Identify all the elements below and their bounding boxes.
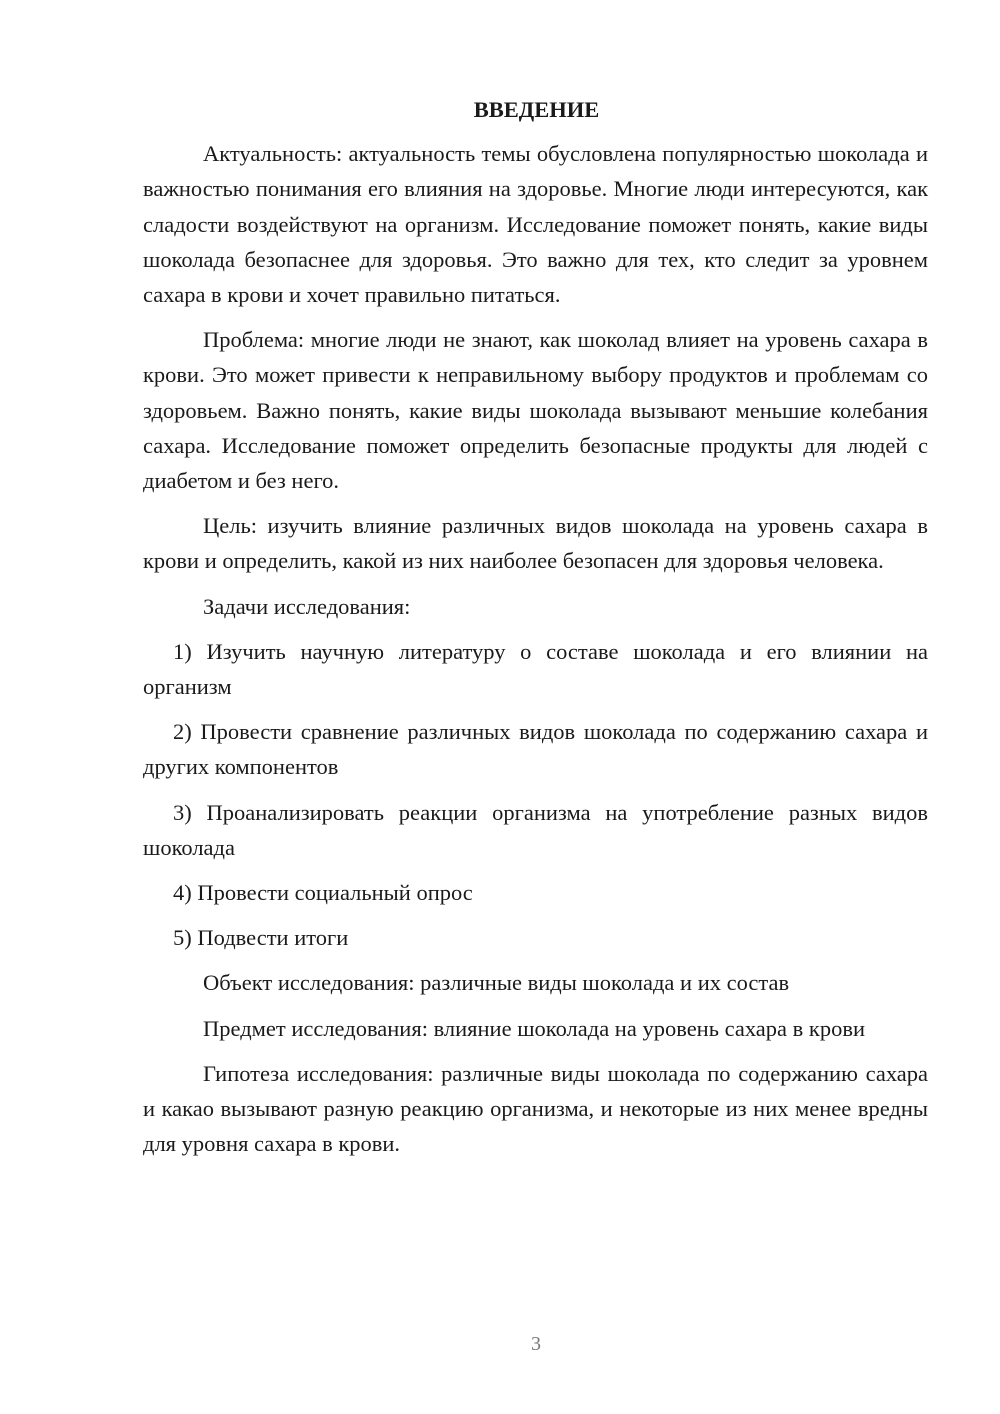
task-item-4: 4) Провести социальный опрос (173, 880, 473, 906)
paragraph-goal: Цель: изучить влияние различных видов шоколада на уровень сахара в крови и определить, какой из них наиболее безопасен для здоровья человека. (143, 513, 928, 574)
task-item-1: 1) Изучить научную литературу о составе шоколада и его влиянии на организм (143, 638, 928, 700)
paragraph-relevance: Актуальность: актуальность темы обусловлена популярностью шоколада и важностью понимания его влияния на здоровье. Многие люди интересуются, как сладости воздействуют на организм. Исследование поможет понять, какие виды шоколада безопаснее для здоровья. Это важно для тех, кто следит за уровнем сахара в крови и хочет правильно питаться. (143, 141, 928, 308)
task-item-2: 2) Провести сравнение различных видов шоколада по содержанию сахара и других компонентов (143, 719, 928, 780)
paragraph-subject: Предмет исследования: влияние шоколада на уровень сахара в крови (203, 1015, 866, 1041)
page-content (143, 92, 928, 1171)
paragraph-problem: Проблема: многие люди не знают, как шоколад влияет на уровень сахара в крови. Это может привести к неправильному выбору продуктов и проблемам со здоровьем. Важно понять, какие виды шоколада вызывают меньшие колебания сахара. Исследование поможет определить безопасные продукты для людей с диабетом и без него. (143, 327, 928, 494)
paragraph-hypothesis: Гипотеза исследования: различные виды шоколада по содержанию сахара и какао вызывают разную реакцию организма, и некоторые из них менее вредны для уровня сахара в крови. (143, 1060, 928, 1157)
task-item-3: 3) Проанализировать реакции организма на употребление разных видов шоколада (143, 799, 928, 860)
tasks-heading: Задачи исследования: (203, 593, 411, 619)
page-number: 3 (531, 1333, 541, 1355)
paragraph-object: Объект исследования: различные виды шоколада и их состав (203, 970, 790, 996)
section-title: ВВЕДЕНИЕ (473, 97, 600, 122)
task-item-5: 5) Подвести итоги (173, 925, 349, 951)
